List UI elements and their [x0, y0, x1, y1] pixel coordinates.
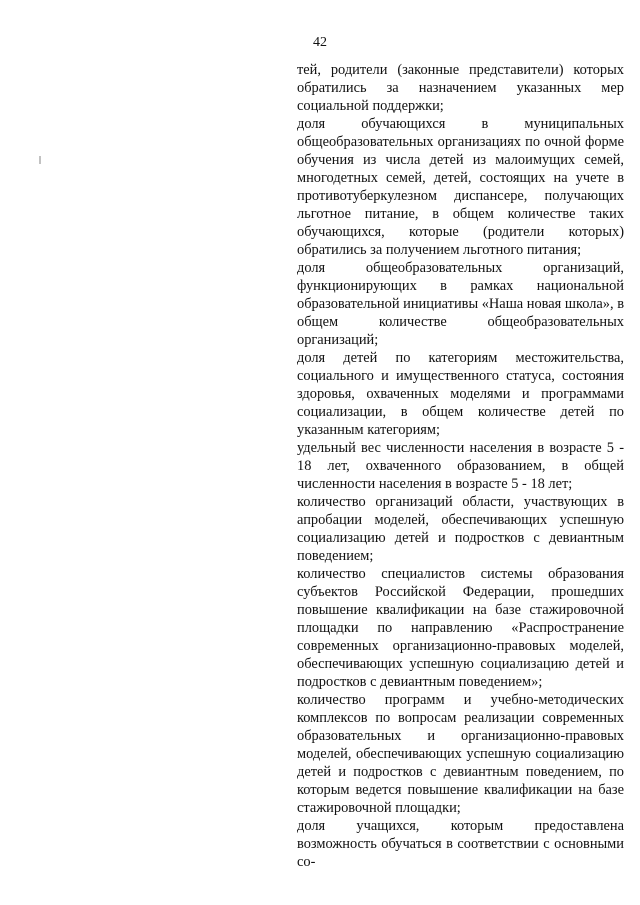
paragraph-6: количество организаций области, участвующих в апробации моделей, обеспечивающих успешную социализацию детей и подростков с девиантным поведением; — [297, 494, 624, 564]
paragraph-5: удельный вес численности населения в возрасте 5 - 18 лет, охваченного образованием, в общей численности населения в возрасте 5 - 18 лет; — [297, 440, 624, 492]
page-number: 42 — [313, 35, 327, 50]
paragraph-8: количество программ и учебно-методических комплексов по вопросам реализации современных образовательных и организационно-правовых моделей, обеспечивающих успешную социализацию детей и подростков с девиантным поведением, по которым ведется повышение квалификации на базе стажировочной площадки; — [297, 692, 624, 816]
paragraph-2: доля обучающихся в муниципальных общеобразовательных организациях по очной форме обучения из числа детей из малоимущих семей, многодетных семей, детей, состоящих на учете в противотуберкулезном диспансере, получающих льготное питание, в общем количестве таких обучающихся, которые (родители которых) обратились за получением льготного питания; — [297, 116, 624, 258]
paragraph-3: доля общеобразовательных организаций, функционирующих в рамках национальной образовательной инициативы «Наша новая школа», в общем количестве общеобразовательных организаций; — [297, 260, 624, 348]
paragraph-7: количество специалистов системы образования субъектов Российской Федерации, прошедших повышение квалификации на базе стажировочной площадки по направлению «Распространение современных организационно-правовых моделей, обеспечивающих успешную социализацию детей и подростков с девиантным поведением»; — [297, 566, 624, 690]
paragraph-4: доля детей по категориям местожительства, социального и имущественного статуса, состояния здоровья, охваченных моделями и программами социализации, в общем количестве детей по указанным категориям; — [297, 350, 624, 438]
scan-mark — [39, 156, 41, 164]
paragraph-1: тей, родители (законные представители) которых обратились за назначением указанных мер социальной поддержки; — [297, 62, 624, 114]
document-body — [297, 61, 624, 871]
paragraph-9: доля учащихся, которым предоставлена возможность обучаться в соответствии с основными со- — [297, 818, 624, 870]
